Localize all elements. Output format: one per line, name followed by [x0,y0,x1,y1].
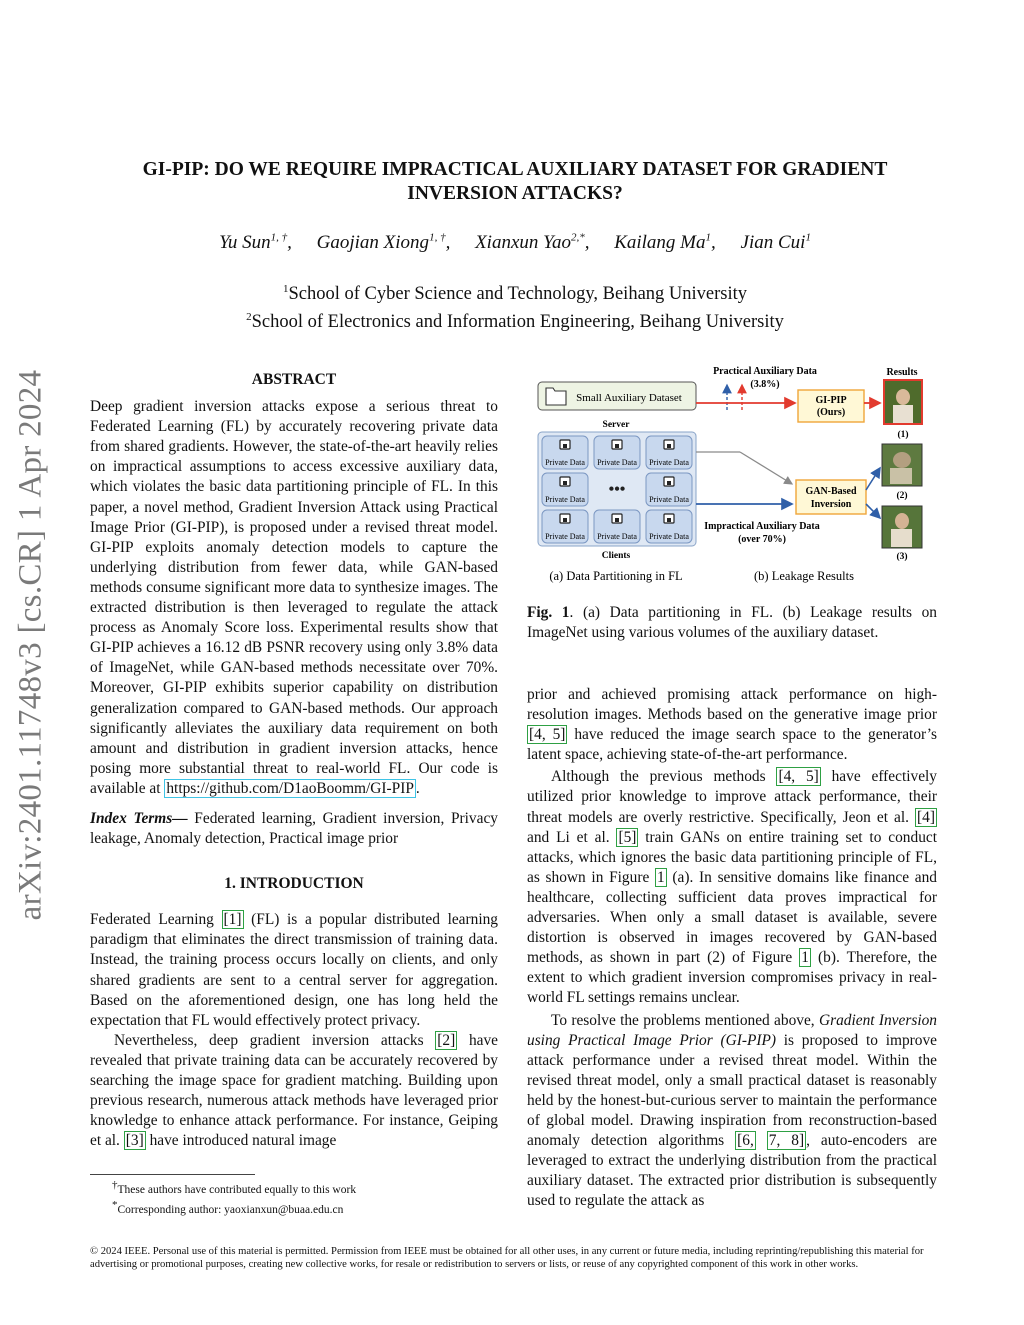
server-label: Server [602,420,630,430]
impractical-aux-label: Impractical Auxiliary Data [704,521,820,532]
paper-title: GI-PIP: DO WE REQUIRE IMPRACTICAL AUXILIARY DATASET FOR GRADIENT INVERSION ATTACKS? [142,159,888,204]
citation-link[interactable]: 7, 8] [768,1132,805,1150]
citation-link[interactable]: [5] [618,828,637,846]
intro-paragraph: Nevertheless, deep gradient inversion attacks [2] have revealed that private training data can be accurately recovered by searching the image space for gradient matching. Building upon previous research, numerous attack methods have leveraged prior knowledge to enhance attack performance. For instance, Geiping et al. [3] have introduced natural image [90,1031,498,1150]
intro-paragraph: Federated Learning [1] (FL) is a popular distributed learning paradigm that eliminates the direct transmission of training data. Instead, the training process occurs locally on clients, and only shared gradients are sent to a central server for aggregation. Based on the aforementioned design, one has long held the expectation that FL would effectively protect privacy. [90,911,499,1029]
svg-text:Private Data: Private Data [597,532,637,541]
index-terms: Index Terms— Federated learning, Gradient inversion, Privacy leakage, Anomaly detection, Practical image prior [90,809,498,848]
result-image-2 [893,452,911,468]
arxiv-identifier [4,360,58,930]
introduction-heading: 1. INTRODUCTION [224,875,364,893]
client-node [594,510,640,543]
impractical-aux-pct: (over 70%) [738,534,786,545]
author-list [100,232,930,254]
arxiv-id-text: arXiv:2401.11748v3 [cs.CR] 1 Apr 2024 [12,369,49,921]
figure-link[interactable]: 1 [657,868,665,886]
client-grid [542,436,692,543]
result-3-label: (3) [896,552,908,562]
subcaption-a: (a) Data Partitioning in FL [549,569,683,583]
svg-text:Private Data: Private Data [545,458,585,467]
gi-pip-ours: (Ours) [816,407,846,418]
right-column [527,685,937,1211]
gan-label-2: Inversion [810,499,852,510]
body-paragraph: Although the previous methods [4, 5] have effectively utilized prior knowledge to improve attack performance, their threat models are overly restrictive. Specifically, Jeon et al. [4] and Li et al. [5] train GANs on entire training set to conduct attacks, which ignores the basic data partitioning principle of FL, as shown in Figure 1 (a). In sensitive domains like finance and healthcare, collecting sufficient data proves impractical for adversaries. When only a small dataset is available, severe distortion is observed in images recovered by GAN-based methods, as shown in part (2) of Figure 1 (b). Therefore, the extent to which gradient inversion compromises privacy in real-world FL settings remains unclear. [527,768,937,1007]
abstract-heading: ABSTRACT [251,371,337,388]
footnotes [90,1178,490,1218]
author: Jian Cui$^1$ [740,232,811,254]
svg-text:Private Data: Private Data [649,532,689,541]
abstract-text: Deep gradient inversion attacks expose a serious threat to Federated Learning (FL) by accurately recovering private data from shared gradients. However, the state-of-the-art heavily relies on impractical assumptions to access excessive auxiliary data, which violates the basic data partitioning principle of FL. In this paper, a novel method, Gradient Inversion Attack using Practical Image Prior (GI-PIP), is proposed under a revised threat model. GI-PIP exploits anomaly detection models to capture the underlying distribution from fewer data, while GAN-based methods consume significant more data to synthesize images. The extracted distribution is then leveraged to regulate the attack process as Anomaly Score loss. Experimental results show that GI-PIP achieves a 16.12 dB PSNR recovery using only 3.8% data of ImageNet, while GAN-based methods necessitate over 70%. Moreover, GI-PIP exhibits superior capability on distribution generalization compared to GAN-based methods. Our approach significantly alleviates the auxiliary data requirement on both amount and distribution in gradient inversion attacks, hence posing more substantial threat to real-world FL. Our code is available at https://github.com/D1aoBoomm/GI-PIP . [90,398,498,797]
more-clients-dots: ••• [608,481,626,498]
citation-link[interactable]: [4, 5] [529,726,566,744]
result-2-label: (2) [896,491,908,501]
footnote-divider [90,1174,255,1175]
client-node [542,473,588,506]
client-node [594,436,640,469]
client-node [646,510,692,543]
client-node [646,436,692,469]
author: Yu Sun$^{1, \dagger}$, [219,232,292,254]
copyright-notice: © 2024 IEEE. Personal use of this material is permitted. Permission from IEEE must be obtained for all other uses, in any current or future media, including reprinting/republishing this material for advertising or promotional purposes, creating new collective works, for resale or redistribution to servers or lists, or reuse of any copyrighted component of this work in other works. [90,1246,924,1270]
svg-text:Private Data: Private Data [545,495,585,504]
citation-link[interactable]: [4, 5] [778,768,819,786]
result-1-label: (1) [897,430,909,440]
result-image-1 [896,389,910,405]
citation-link[interactable]: [6, [737,1132,754,1150]
citation-link[interactable]: [2] [437,1031,456,1049]
svg-text:Private Data: Private Data [649,458,689,467]
small-aux-dataset-label: Small Auxiliary Dataset [576,392,682,404]
figure-caption: Fig. 1. (a) Data partitioning in FL. (b) Leakage results on ImageNet using various volumes of the auxiliary dataset. [527,604,938,642]
citation-link[interactable]: [1] [223,911,242,929]
gan-out-arrow [866,468,880,490]
practical-aux-label: Practical Auxiliary Data [713,366,817,377]
result-image-2 [890,468,912,484]
author: Kailang Ma$^1$, [614,232,716,254]
left-column [90,370,498,1151]
affiliation: $^2$School of Electronics and Information Engineering, Beihang University [246,311,784,333]
affiliations [100,278,930,334]
gan-out-arrow [866,504,880,518]
svg-text:Private Data: Private Data [597,458,637,467]
result-image-3 [891,529,912,547]
practical-aux-pct: (3.8%) [750,379,780,390]
gan-label-1: GAN-Based [805,486,857,497]
result-image-3 [895,513,909,529]
body-paragraph: prior and achieved promising attack performance on high-resolution images. Methods based on the generative image prior [4, 5] have reduced the image search space to the generator’s latent space, achieving state-of-the-art performance. [527,686,937,764]
figure-1 [530,360,940,600]
footnote: †These authors have contributed equally to this work [112,1179,357,1196]
author: Xianxun Yao$^{2,*}$, [475,232,590,254]
grey-flow-arrow [740,452,792,484]
affiliation: $^1$School of Cyber Science and Technology, Beihang University [282,283,748,305]
client-node [542,510,588,543]
svg-text:Private Data: Private Data [649,495,689,504]
figure-link[interactable]: 1 [801,949,809,967]
subcaption-b: (b) Leakage Results [754,569,854,583]
results-label: Results [886,367,918,378]
body-paragraph: To resolve the problems mentioned above, Gradient Inversion using Practical Image Prior (GI-PIP) is proposed to improve attack performance under a revised threat model. Within the revised threat model, only a small practical dataset is reasonably held by the honest-but-curious server to maintain the performance of global model. Drawing inspiration from reconstruction-based anomaly detection algorithms [6, 7, 8] , auto-encoders are leveraged to extract the underlying distribution from the practical auxiliary dataset. The extracted prior distribution is subsequently used to regulate the attack as [527,1011,937,1210]
client-node [646,473,692,506]
code-link[interactable]: https://github.com/D1aoBoomm/GI-PIP [166,779,414,797]
footnote: *Corresponding author: yaoxianxun@buaa.edu.cn [112,1198,344,1216]
author: Gaojian Xiong$^{1, \dagger}$, [316,232,451,254]
citation-link[interactable]: [4] [917,808,935,826]
client-node [542,436,588,469]
folder-icon [546,388,566,405]
clients-label: Clients [601,551,631,561]
citation-link[interactable]: [3] [125,1132,144,1150]
svg-text:Private Data: Private Data [545,532,585,541]
gi-pip-label: GI-PIP [815,395,847,406]
result-image-1 [893,405,913,423]
